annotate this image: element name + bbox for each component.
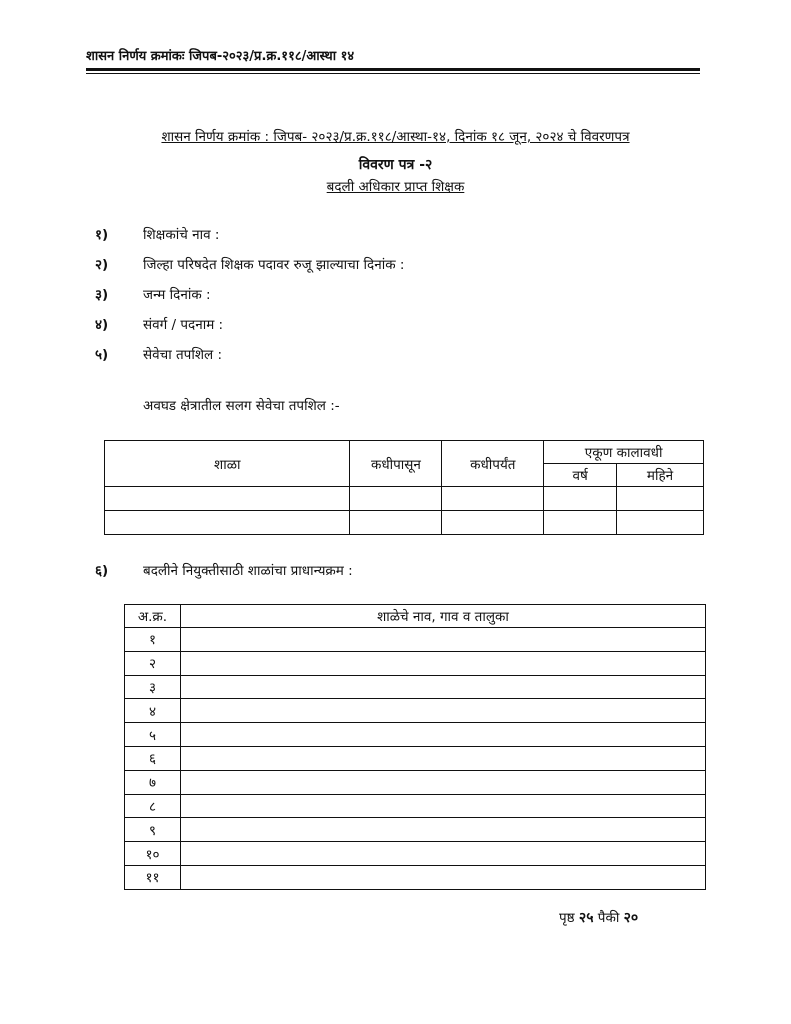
page-number: पृष्ठ २५ पैकी २० xyxy=(559,910,639,926)
item-school-preference: ६) बदलीने नियुक्तीसाठी शाळांचा प्राधान्यक्रम : xyxy=(95,563,353,579)
header-reference: शासन निर्णय क्रमांकः जिपब-२०२३/प्र.क्र.११८/आस्था १४ xyxy=(86,49,355,64)
col-school: शाळा xyxy=(105,441,350,487)
table-row xyxy=(105,487,704,511)
table-row: ६ xyxy=(125,746,706,770)
subject-line: शासन निर्णय क्रमांक : जिपब- २०२३/प्र.क्र.११८/आस्था-१४, दिनांक १८ जून, २०२४ चे विवरणपत्र xyxy=(161,129,630,145)
table-row: ७ xyxy=(125,770,706,794)
item-teacher-name: १) शिक्षकांचे नाव : xyxy=(95,227,220,243)
item-joining-date: २) जिल्हा परिषदेत शिक्षक पदावर रुजू झाल्याचा दिनांक : xyxy=(95,257,405,273)
header-rule-thin xyxy=(86,73,700,74)
table-row: १ xyxy=(125,628,706,652)
table-row: ४ xyxy=(125,699,706,723)
col-months: महिने xyxy=(617,464,704,487)
form-subtitle: बदली अधिकार प्राप्त शिक्षक xyxy=(326,179,465,195)
item-birth-date: ३) जन्म दिनांक : xyxy=(95,287,211,303)
col-school-name: शाळेचे नाव, गाव व तालुका xyxy=(180,605,705,628)
table-row: ८ xyxy=(125,794,706,818)
col-to: कधीपर्यंत xyxy=(442,441,544,487)
table-row: ३ xyxy=(125,675,706,699)
col-total-period: एकूण कालावधी xyxy=(544,441,704,464)
hard-area-note: अवघड क्षेत्रातील सलग सेवेचा तपशिल :- xyxy=(143,398,340,414)
header-rule-thick xyxy=(86,68,700,71)
col-serial: अ.क्र. xyxy=(125,605,181,628)
item-service-details: ५) सेवेचा तपशिल : xyxy=(95,347,223,363)
table-row: ९ xyxy=(125,818,706,842)
col-years: वर्ष xyxy=(544,464,617,487)
table-row: ५ xyxy=(125,723,706,747)
form-title: विवरण पत्र -२ xyxy=(358,157,433,173)
preference-table xyxy=(124,604,706,890)
table-row xyxy=(105,511,704,535)
col-from: कधीपासून xyxy=(350,441,442,487)
table-row: २ xyxy=(125,651,706,675)
service-table xyxy=(104,440,704,535)
item-cadre: ४) संवर्ग / पदनाम : xyxy=(95,317,224,333)
table-row: ११ xyxy=(125,865,706,889)
table-row: १० xyxy=(125,842,706,866)
